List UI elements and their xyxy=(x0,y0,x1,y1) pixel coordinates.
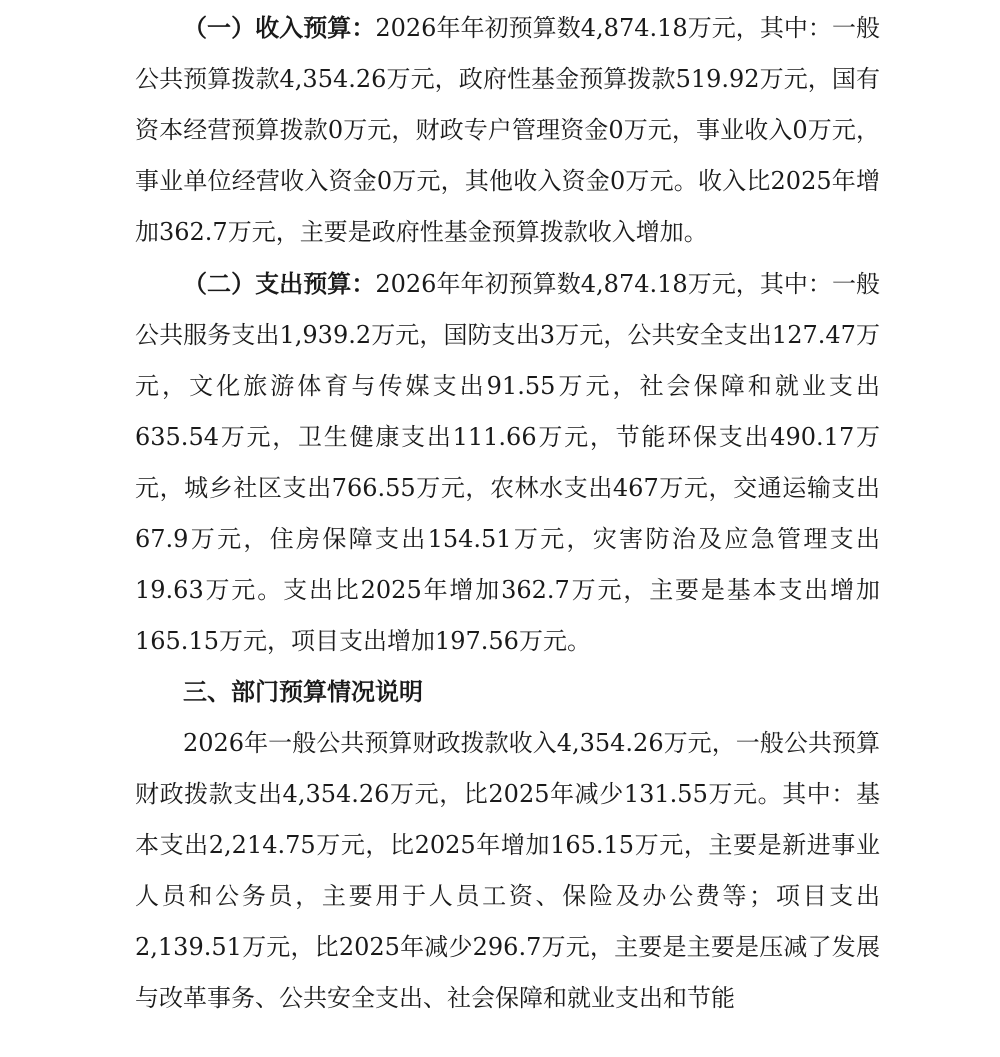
section-heading: 三、部门预算情况说明 xyxy=(183,678,423,706)
document-page xyxy=(135,0,880,1024)
income-budget-text: 2026年年初预算数4,874.18万元，其中：一般公共预算拨款4,354.26万元，政府性基金预算拨款519.92万元，国有资本经营预算拨款0万元，财政专户管理资金0万元，事业收入0万元，事业单位经营收入资金0万元，其他收入资金0万元。收入比2025年增加362.7万元，主要是政府性基金预算拨款收入增加。 xyxy=(135,14,881,246)
expenditure-budget-lead: （二）支出预算： xyxy=(183,269,376,298)
income-budget-paragraph xyxy=(135,2,880,258)
expenditure-budget-text: 2026年年初预算数4,874.18万元，其中：一般公共服务支出1,939.2万元，国防支出3万元，公共安全支出127.47万元，文化旅游体育与传媒支出91.55万元，社会保障和就业支出635.54万元，卫生健康支出111.66万元，节能环保支出490.17万元，城乡社区支出766.55万元，农林水支出467万元，交通运输支出67.9万元，住房保障支出154.51万元，灾害防治及应急管理支出19.63万元。支出比2025年增加362.7万元，主要是基本支出增加165.15万元，项目支出增加197.56万元。 xyxy=(135,270,881,655)
expenditure-budget-paragraph xyxy=(135,258,880,667)
department-budget-paragraph: 2026年一般公共预算财政拨款收入4,354.26万元，一般公共预算财政拨款支出4,354.26万元，比2025年减少131.55万元。其中：基本支出2,214.75万元，比2025年增加165.15万元，主要是新进事业人员和公务员，主要用于人员工资、保险及办公费等；项目支出2,139.51万元，比2025年减少296.7万元，主要是主要是压减了发展与改革事务、公共安全支出、社会保障和就业支出和节能 xyxy=(135,729,880,1012)
income-budget-lead: （一）收入预算： xyxy=(183,13,376,42)
